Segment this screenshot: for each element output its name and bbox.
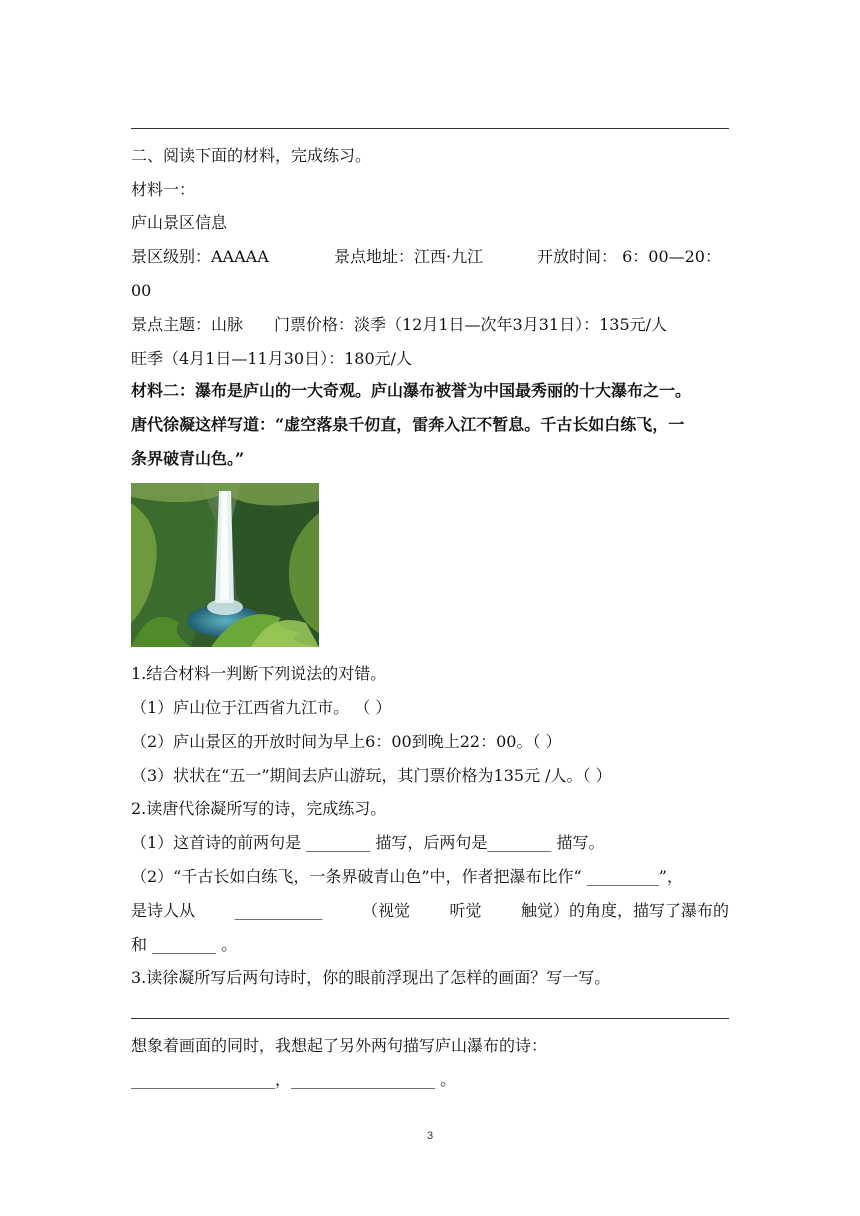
q2-item2-option-visual: （视觉: [361, 901, 410, 920]
q1-item1: （1）庐山位于江西省九江市。 （ ）: [131, 698, 392, 717]
scenic-address: 景点地址：江西·九江: [334, 247, 484, 266]
material2-line1: 材料二：瀑布是庐山的一大奇观。庐山瀑布被誉为中国最秀丽的十大瀑布之一。: [131, 381, 692, 400]
material1-row2: [131, 315, 731, 335]
q2-item1: （1）这首诗的前两句是 ________ 描写，后两句是________ 描写。: [131, 833, 605, 852]
q2-item2: （2）“千古长如白练飞，一条界破青山色”中，作者把瀑布比作“ _________”，: [131, 867, 683, 886]
opening-hours: 开放时间： 6：00—20：: [537, 247, 721, 266]
q1-item2: （2）庐山景区的开放时间为早上6：00到晚上22：00。（ ）: [131, 732, 562, 751]
material2-line3: 条界破青山色。”: [131, 449, 245, 468]
opening-hours-cont: 00: [131, 281, 152, 300]
ticket-price-offseason: 门票价格：淡季（12月1日—次年3月31日）：135元/人: [274, 315, 668, 334]
scenic-theme: 景点主题：山脉: [131, 315, 244, 334]
material1-title: 庐山景区信息: [131, 213, 228, 232]
material1-row1: [131, 247, 731, 267]
q1-title: 1.结合材料一判断下列说法的对错。: [131, 664, 387, 683]
q2-item2-option-touch: 触觉）的角度，描写了瀑布的: [520, 901, 729, 920]
q2-item2-blank: ___________: [234, 901, 323, 920]
q3-prompt: 想象着画面的同时，我想起了另外两句描写庐山瀑布的诗：: [131, 1036, 548, 1055]
q1-item3: （3）状状在“五一”期间去庐山游玩，其门票价格为135元 /人。（ ）: [131, 766, 612, 785]
q2-title: 2.读唐代徐凝所写的诗，完成练习。: [131, 799, 387, 818]
q2-item2-option-hearing: 听觉: [449, 901, 482, 920]
material2-line2: 唐代徐凝这样写道：“虚空落泉千仞直，雷奔入江不暂息。千古长如白练飞，一: [131, 415, 685, 434]
q2-item2-part1: 是诗人从: [131, 901, 196, 920]
section-heading: 二、阅读下面的材料，完成练习。: [131, 146, 372, 165]
page-number: 3: [426, 1130, 434, 1142]
material1-label: 材料一：: [131, 180, 196, 199]
q2-item2-end: 和 ________ 。: [131, 935, 238, 954]
q2-item2-cont: [131, 901, 729, 921]
q3-title: 3.读徐凝所写后两句诗时，你的眼前浮现出了怎样的画面？写一写。: [131, 968, 611, 987]
ticket-price-peak: 旺季（4月1日—11月30日）：180元/人: [131, 349, 413, 368]
top-divider: [131, 128, 729, 129]
waterfall-image: [131, 483, 319, 647]
answer-line: [131, 1018, 729, 1019]
q3-blanks: __________________，__________________ 。: [131, 1070, 457, 1089]
scenic-level: 景区级别：AAAAA: [131, 247, 269, 266]
